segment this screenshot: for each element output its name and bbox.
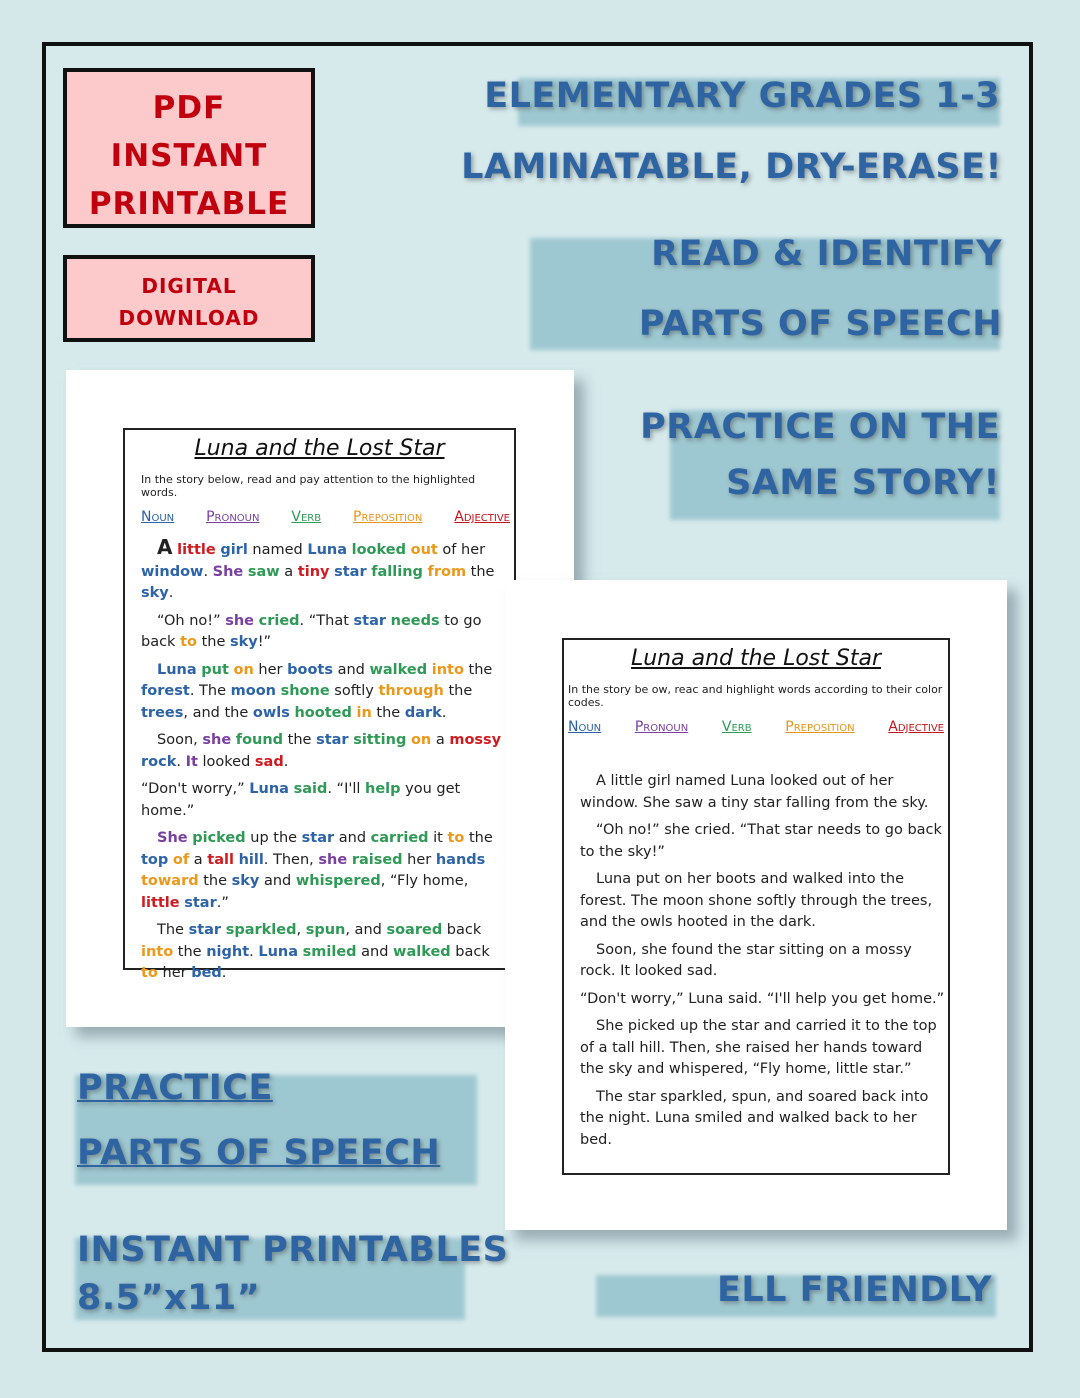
story-paragraph	[141, 611, 504, 654]
grades-banner: ELEMENTARY GRADES 1-3	[484, 76, 1000, 116]
story-instructions-plain: In the story be ow, reac and highlight words according to their color codes.	[568, 683, 943, 709]
story-word: to	[180, 634, 197, 650]
read-identify-banner: READ & IDENTIFY	[651, 234, 1002, 274]
story-paragraph	[141, 660, 504, 725]
story-word: it	[428, 830, 448, 846]
story-word: to	[447, 830, 465, 846]
story-word: help	[365, 781, 401, 797]
story-word: .	[221, 965, 227, 981]
story-word: she	[225, 612, 254, 629]
story-word: the	[371, 704, 405, 721]
story-word: tiny	[297, 563, 330, 580]
story-word: sky	[230, 634, 258, 650]
story-paragraph	[141, 779, 504, 822]
colored-story-sheet	[123, 428, 516, 981]
story-title-plain: Luna and the Lost Star	[630, 646, 881, 671]
story-word: sad	[254, 753, 284, 770]
story-word: the	[198, 873, 232, 889]
story-word: the	[173, 943, 207, 960]
story-word: sky	[231, 873, 260, 889]
story-word: to go back	[141, 612, 482, 650]
story-paragraph	[141, 537, 504, 605]
story-word: , and	[345, 922, 387, 938]
story-word: up the	[245, 830, 302, 846]
ell-friendly-banner: ELL FRIENDLY	[716, 1270, 992, 1310]
story-paragraph	[141, 730, 504, 773]
story-word: of her	[437, 542, 486, 558]
story-word: little	[177, 542, 216, 558]
story-word: on	[233, 661, 254, 678]
story-word: star	[188, 922, 222, 938]
story-word: spun	[305, 922, 346, 938]
story-word: the	[196, 634, 230, 650]
story-paragraph-plain: The star sparkled, spun, and soared back into the night. Luna smiled and walked back to her bed.	[580, 1088, 929, 1148]
legend-verb: Verb	[721, 719, 752, 735]
story-word: little	[141, 894, 180, 911]
story-word: sitting	[353, 732, 407, 748]
legend-noun: Noun	[568, 719, 602, 735]
story-word: boots	[287, 661, 333, 678]
color-legend-plain	[568, 719, 944, 735]
badge-line-download: DOWNLOAD	[118, 306, 260, 330]
story-word: smiled	[302, 943, 357, 960]
story-word: Luna	[157, 661, 197, 678]
story-word: back	[442, 922, 482, 938]
story-word: girl	[220, 542, 248, 558]
story-word: .	[249, 943, 259, 960]
legend-pronoun: Pronoun	[634, 719, 689, 735]
story-word: .	[168, 585, 174, 601]
story-instructions: In the story below, read and pay attention to the highlighted words.	[141, 473, 476, 499]
story-word: hands	[435, 851, 486, 868]
story-word: back	[450, 943, 490, 960]
badge-line-pdf: PDF	[152, 90, 226, 126]
story-word: into	[431, 661, 464, 678]
story-word: walked	[393, 943, 451, 960]
story-word: night	[206, 943, 250, 960]
story-title: Luna and the Lost Star	[194, 436, 445, 461]
story-word: bed	[191, 965, 222, 981]
story-word: .	[441, 704, 447, 721]
story-word: star	[301, 830, 335, 846]
badge-line-printable: PRINTABLE	[88, 186, 290, 222]
same-story-banner: SAME STORY!	[726, 463, 1000, 503]
story-paragraph-plain: “Don't worry,” Luna said. “I'll help you get home.”	[580, 990, 945, 1007]
story-word: falling	[371, 563, 423, 580]
story-word: forest	[141, 683, 190, 699]
story-word: sky	[141, 585, 169, 601]
legend-preposition: Preposition	[785, 719, 855, 735]
sample-page-colored	[66, 370, 574, 1027]
story-word: .	[283, 753, 289, 770]
story-paragraph	[141, 828, 504, 914]
story-word: window	[141, 563, 204, 580]
story-word: softly	[329, 683, 379, 699]
story-word: dark	[404, 704, 442, 721]
pdf-printable-badge	[63, 68, 315, 228]
story-word: her	[157, 965, 192, 981]
story-word: rock	[141, 753, 177, 770]
story-word: needs	[390, 612, 440, 629]
story-word: named	[247, 542, 308, 558]
story-word: Luna	[258, 943, 299, 960]
story-word: out	[410, 542, 438, 558]
story-word: her	[402, 851, 436, 868]
story-word: said	[293, 781, 328, 797]
story-word: !”	[257, 634, 272, 650]
story-word: walked	[369, 661, 428, 678]
practice-same-banner: PRACTICE ON THE	[640, 407, 1000, 447]
story-word: she	[318, 851, 348, 868]
page-size-banner: 8.5”x11”	[77, 1278, 261, 1318]
story-word: sparkled	[225, 922, 297, 938]
story-word: the	[464, 830, 493, 846]
story-word: her	[253, 661, 288, 678]
badge-line-instant: INSTANT	[110, 138, 268, 174]
story-word: star	[334, 563, 367, 580]
plain-story-text	[580, 771, 946, 1151]
story-word: from	[427, 563, 467, 580]
story-paragraph-plain: A little girl named Luna looked out of her window. She saw a tiny star falling from the sky.	[580, 773, 929, 811]
story-word: hooted	[294, 704, 352, 721]
story-word: the	[283, 732, 317, 748]
story-word: . “That	[299, 612, 354, 629]
practice-pos-banner: PARTS OF SPEECH	[77, 1133, 441, 1173]
story-paragraph	[141, 920, 504, 985]
story-word: moon	[230, 683, 276, 699]
story-word: .	[203, 563, 213, 580]
story-word: The	[157, 922, 189, 938]
story-word: It	[185, 753, 198, 770]
story-word: a	[189, 851, 208, 868]
story-word: .	[176, 753, 186, 770]
story-paragraph-plain: “Oh no!” she cried. “That star needs to go back to the sky!”	[580, 822, 942, 860]
story-word: . “I'll	[327, 781, 366, 797]
story-word: saw	[247, 563, 280, 580]
legend-pronoun: Pronoun	[206, 509, 260, 525]
legend-noun: Noun	[141, 509, 175, 525]
story-word: toward	[141, 873, 199, 889]
badge-line-digital: DIGITAL	[141, 274, 237, 298]
story-paragraph-plain: Soon, she found the star sitting on a mossy rock. It looked sad.	[580, 941, 912, 979]
story-word: She	[157, 830, 188, 846]
story-word: “Oh no!”	[157, 612, 226, 629]
story-word: the	[443, 683, 473, 699]
legend-preposition: Preposition	[353, 509, 423, 525]
instant-printables-banner: INSTANT PRINTABLES	[77, 1230, 509, 1270]
story-word: you get home.”	[141, 781, 461, 819]
story-word: looked	[197, 753, 255, 770]
story-word: the	[463, 661, 493, 678]
story-word: found	[235, 732, 284, 748]
story-word: She	[212, 563, 244, 580]
story-word: cried	[258, 612, 300, 629]
story-word: trees	[141, 704, 184, 721]
story-word: the	[466, 563, 495, 580]
story-word: in	[356, 704, 372, 721]
practice-banner: PRACTICE	[77, 1068, 273, 1108]
story-word: A	[157, 535, 173, 559]
story-word: shone	[280, 683, 330, 699]
story-word: carried	[370, 830, 429, 846]
digital-download-badge	[63, 255, 315, 342]
story-word: and	[334, 830, 371, 846]
story-word: Luna	[307, 542, 348, 558]
story-word: tall	[207, 851, 234, 868]
legend-adjective: Adjective	[888, 719, 944, 735]
story-word: “Don't worry,”	[141, 781, 250, 797]
story-word: she	[202, 732, 232, 748]
legend-verb: Verb	[291, 509, 322, 525]
story-word: owls	[252, 704, 290, 721]
color-legend	[141, 509, 510, 525]
story-word: through	[378, 683, 444, 699]
story-word: Soon,	[157, 732, 203, 748]
story-word: mossy	[449, 732, 502, 748]
story-word: and	[259, 873, 296, 889]
sample-page-plain	[505, 580, 1007, 1230]
story-word: hill	[238, 851, 264, 868]
story-word: picked	[192, 830, 246, 846]
legend-adjective: Adjective	[454, 509, 510, 525]
story-word: looked	[351, 542, 406, 558]
story-word: on	[410, 732, 432, 748]
parts-of-speech-banner: PARTS OF SPEECH	[638, 304, 1002, 344]
story-paragraph-plain: She picked up the star and carried it to the top of a tall hill. Then, she raised her hands toward the sky and whispered, “Fly home, little star.”	[580, 1018, 937, 1077]
story-word: , and the	[183, 704, 253, 721]
story-word: .”	[216, 894, 229, 911]
story-word: ,	[296, 922, 306, 938]
story-word: and	[356, 943, 394, 960]
story-word: of	[172, 851, 190, 868]
story-word: a	[431, 732, 450, 748]
story-word: put	[201, 661, 229, 678]
story-word: into	[141, 943, 174, 960]
plain-story-sheet	[562, 638, 950, 1175]
story-paragraph-plain: Luna put on her boots and walked into the forest. The moon shone softly through the trees, and the owls hooted in the dark.	[580, 871, 933, 930]
story-word: and	[333, 661, 370, 678]
story-word: . Then,	[263, 851, 319, 868]
laminate-banner: LAMINATABLE, DRY-ERASE!	[461, 147, 1002, 187]
story-word: top	[141, 851, 169, 868]
story-word: soared	[386, 922, 443, 938]
story-word: star	[316, 732, 349, 748]
story-word: Luna	[249, 781, 289, 797]
story-word: star	[353, 612, 387, 629]
story-word: whispered	[295, 873, 381, 889]
story-word: , “Fly home,	[380, 873, 469, 889]
story-word: . The	[189, 683, 231, 699]
story-word: a	[279, 563, 298, 580]
story-word: star	[184, 894, 217, 911]
colored-story-text	[141, 537, 504, 985]
story-word: to	[141, 965, 158, 981]
story-word: raised	[351, 851, 403, 868]
